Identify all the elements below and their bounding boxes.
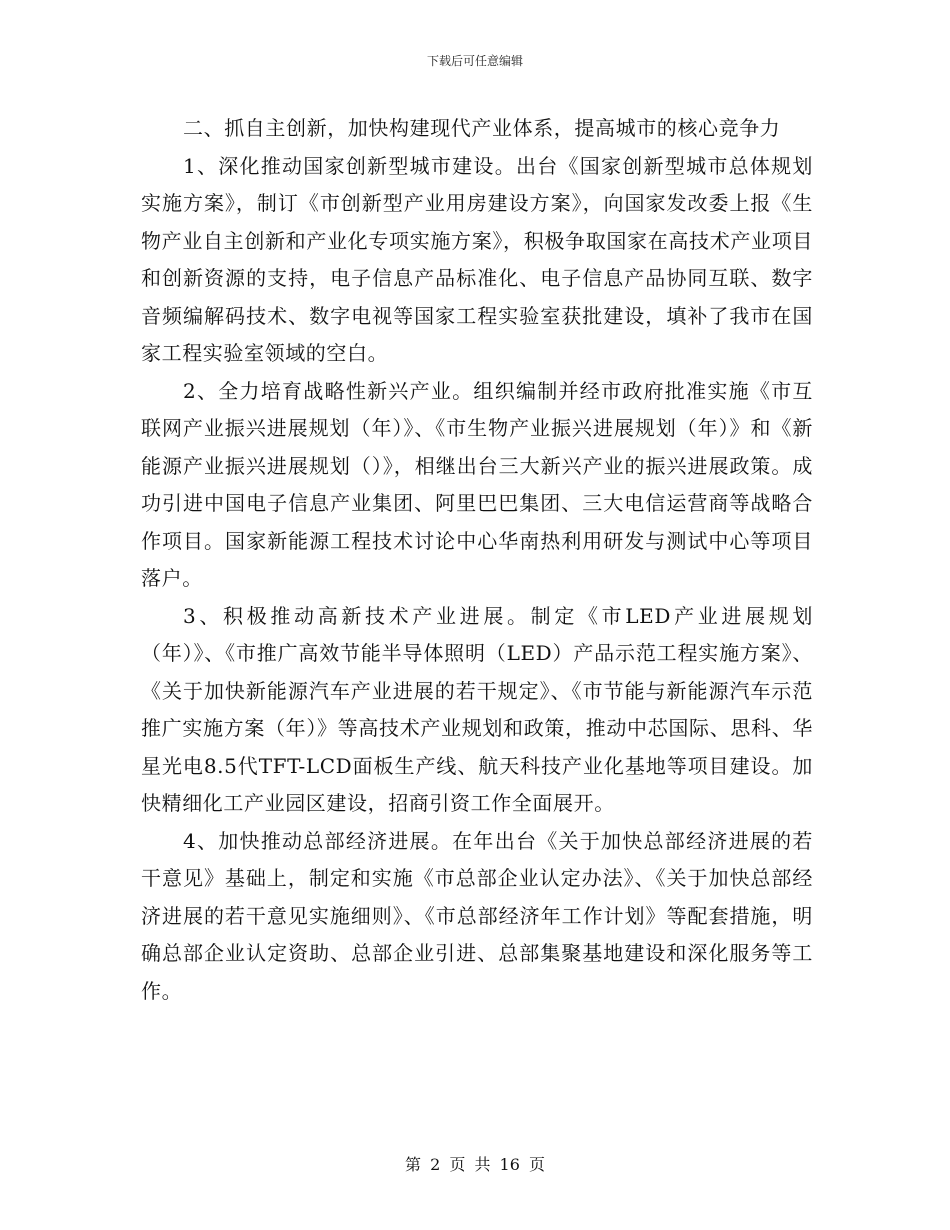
paragraph-4: 4、加快推动总部经济进展。在年出台《关于加快总部经济进展的若干意见》基础上，制定和实施《市总部企业认定办法》、《关于加快总部经济进展的若干意见实施细则》、《市总部经济年工作计划》等配套措施，明确总部企业认定资助、总部企业引进、总部集聚基地建设和深化服务等工作。 [141, 828, 813, 1003]
paragraph-2: 2、全力培育战略性新兴产业。组织编制并经市政府批准实施《市互联网产业振兴进展规划（年）》、《市生物产业振兴进展规划（年）》和《新能源产业振兴进展规划（）》，相继出台三大新兴产业的振兴进展政策。成功引进中国电子信息产业集团、阿里巴巴集团、三大电信运营商等战略合作项目。国家新能源工程技术讨论中心华南热利用研发与测试中心等项目落户。 [141, 378, 813, 590]
paragraph-3: 3、积极推动高新技术产业进展。制定《市LED产业进展规划（年）》、《市推广高效节能半导体照明（LED）产品示范工程实施方案》、《关于加快新能源汽车产业进展的若干规定》、《市节能与新能源汽车示范推广实施方案（年）》等高技术产业规划和政策，推动中芯国际、思科、华星光电8.5代TFT-LCD面板生产线、航天科技产业化基地等项目建设。加快精细化工产业园区建设，招商引资工作全面展开。 [141, 603, 813, 815]
paragraph-1: 1、深化推动国家创新型城市建设。出台《国家创新型城市总体规划实施方案》，制订《市创新型产业用房建设方案》，向国家发改委上报《生物产业自主创新和产业化专项实施方案》，积极争取国家在高技术产业项目和创新资源的支持，电子信息产品标准化、电子信息产品协同互联、数字音频编解码技术、数字电视等国家工程实验室获批建设，填补了我市在国家工程实验室领域的空白。 [141, 153, 813, 365]
document-body [141, 110, 813, 1010]
page-number-footer: 第 2 页 共 16 页 [405, 1155, 545, 1174]
section-heading: 二、抓自主创新，加快构建现代产业体系，提高城市的核心竞争力 [183, 116, 781, 140]
page-header-note: 下载后可任意编辑 [426, 54, 523, 68]
